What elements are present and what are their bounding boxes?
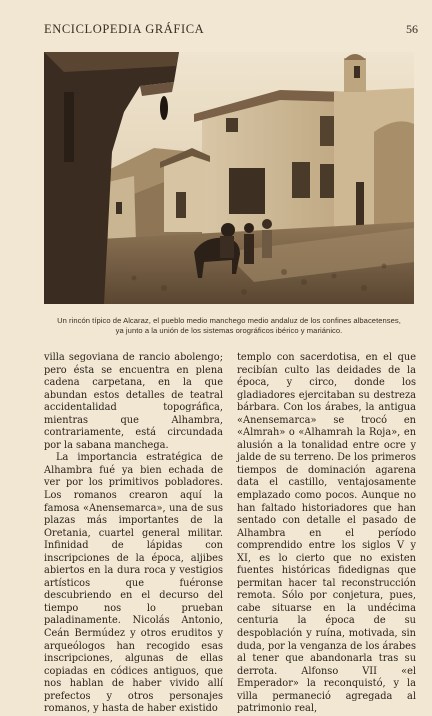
caption-line-1: Un rincón típico de Alcaraz, el pueblo medio manchego medio andaluz de los confines albacetenses, [57, 316, 401, 325]
running-title: ENCICLOPEDIA GRÁFICA [44, 22, 205, 36]
photo-alcaraz-street-image [44, 52, 414, 304]
caption-line-2: ya junto a la unión de los sistemas orográficos ibérico y mariánico. [115, 326, 343, 336]
article-body [44, 352, 416, 715]
column-left [44, 352, 223, 715]
paragraph: villa segoviana de rancio abolengo; pero ésta se encuentra en plena cadena carpetana, en la que abundan estos detalles de teatral accidentalidad topográfica, mientras que Alhambra, contrariamente, está circundada por la sabana manchega. [44, 352, 223, 451]
column-right [237, 352, 416, 715]
paragraph: La importancia estratégica de Alhambra fué ya bien echada de ver por los primitivos pobladores. Los romanos crearon aquí la famosa «Anensemarca», una de sus plazas más importantes de la Oretania, cuartel general militar. Infinidad de lápidas con inscripciones de la época, aljibes abiertos en la dura roca y vestigios artísticos que fuéronse descubriendo en el decurso del tiempo nos lo prueban paladinamente. Nicolás Antonio, Ceán Bermúdez y otros eruditos y arqueólogos han recogido esas inscripciones, algunas de ellas copiadas en códices antiguos, que nos hablan de haber vivido allí prefectos y otros personajes romanos, y hasta de haber existido [44, 452, 223, 715]
paragraph: templo con sacerdotisa, en el que recibían culto las deidades de la época, y circo, donde los gladiadores ejercitaban su destreza bárbara. Con los árabes, la antigua «Anensemarca» se trocó en «Almrah» o «Alhamrah la Roja», en alusión a la tonalidad entre ocre y jalde de su terreno. De los primeros tiempos de dominación agarena data el castillo, ventajosamente emplazado como pocos. Aunque no han faltado historiadores que han sentado con detalle el pasado de Alhambra en el período comprendido entre los siglos V y XI, es lo cierto que no existen fuentes históricas fidedignas que permitan hacer tal reconstrucción remota. Sólo por conjetura, pues, cabe situarse en la undécima centuria la época de su despoblación y ruína, motivada, sin duda, por la venganza de los árabes al tener que abandonarla tras su derrota. Alfonso VII «el Emperador» la reconquistó, y la villa permaneció agregada al patrimonio real, [237, 352, 416, 715]
running-header [44, 22, 418, 38]
page-number: 56 [406, 22, 418, 36]
photograph [44, 52, 414, 304]
photo-caption [40, 316, 418, 336]
